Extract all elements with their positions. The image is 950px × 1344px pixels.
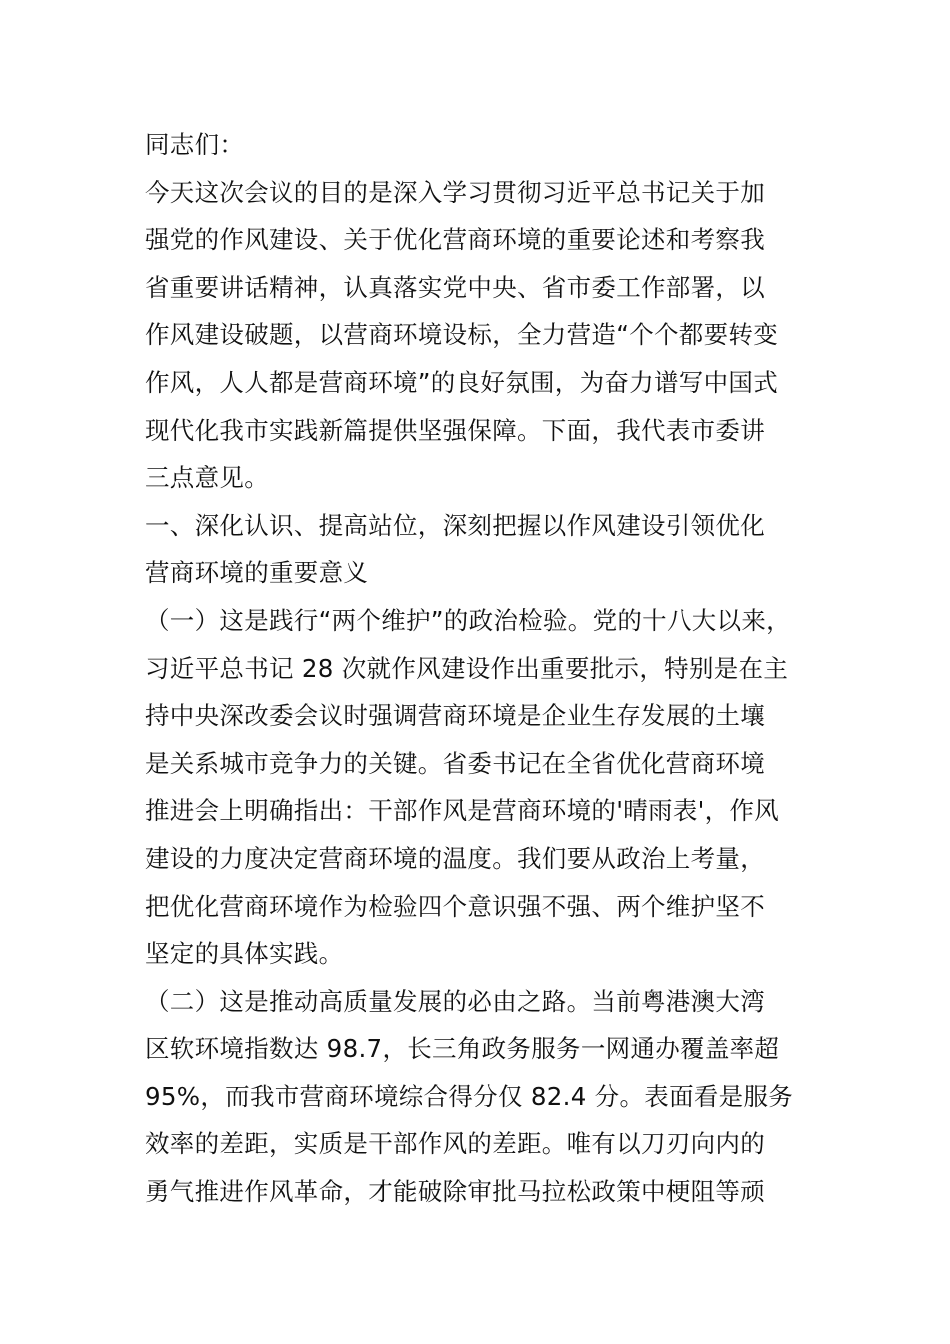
text-line: 区软环境指数达 98.7，长三角政务服务一网通办覆盖率超 [145,1034,780,1064]
text-line: 把优化营商环境作为检验四个意识强不强、两个维护坚不 [145,891,765,921]
text-line: 强党的作风建设、关于优化营商环境的重要论述和考察我 [145,225,765,255]
text-line: 持中央深改委会议时强调营商环境是企业生存发展的土壤 [145,701,765,731]
subsection-line: （一）这是践行“两个维护”的政治检验。党的十八大以来， [145,605,791,635]
text-line: 建设的力度决定营商环境的温度。我们要从政治上考量， [145,843,765,873]
text-line: 作风，人人都是营商环境”的良好氛围，为奋力谱写中国式 [145,367,778,397]
text-line: 现代化我市实践新篇提供坚强保障。下面，我代表市委讲 [145,415,765,445]
text-line: 作风建设破题，以营商环境设标，全力营造“个个都要转变 [145,320,778,350]
text-line: 坚定的具体实践。 [145,939,344,969]
text-line: 95%，而我市营商环境综合得分仅 82.4 分。表面看是服务 [145,1081,794,1111]
text-line: 今天这次会议的目的是深入学习贯彻习近平总书记关于加 [145,177,765,207]
text-line: 三点意见。 [145,463,269,493]
text-line: 推进会上明确指出：干部作风是营商环境的'晴雨表'，作风 [145,796,780,826]
salutation: 同志们： [145,130,245,159]
speech-body [145,121,813,1216]
text-line: 省重要讲话精神，认真落实党中央、省市委工作部署，以 [145,272,765,302]
text-line: 习近平总书记 28 次就作风建设作出重要批示，特别是在主 [145,653,789,683]
subsection-line: （二）这是推动高质量发展的必由之路。当前粤港澳大湾 [145,986,765,1016]
text-line: 是关系城市竞争力的关键。省委书记在全省优化营商环境 [145,748,765,778]
section-heading: 一、深化认识、提高站位，深刻把握以作风建设引领优化 [145,510,765,540]
text-line: 勇气推进作风革命，才能破除审批马拉松政策中梗阻等顽 [145,1177,765,1207]
text-line: 效率的差距，实质是干部作风的差距。唯有以刀刃向内的 [145,1129,765,1159]
section-heading: 营商环境的重要意义 [145,558,369,588]
